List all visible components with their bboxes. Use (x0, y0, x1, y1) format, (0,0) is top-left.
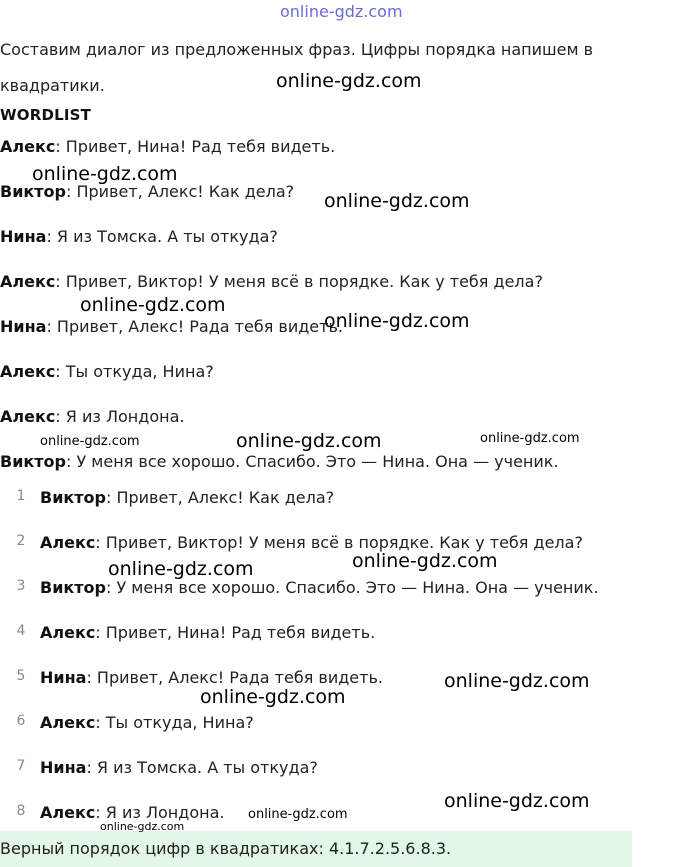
speaker-name: Виктор (0, 452, 66, 471)
phrase-text: : Привет, Виктор! У меня всё в порядке. Как у тебя дела? (55, 272, 543, 291)
order-number: 4 (16, 623, 26, 639)
speaker-name: Алекс (40, 713, 96, 732)
order-number: 1 (16, 488, 26, 504)
phrase-text: : Привет, Алекс! Как дела? (65, 182, 295, 201)
speaker-name: Виктор (40, 488, 106, 507)
phrase-text: : Привет, Виктор! У меня всё в порядке. Как у тебя дела? (95, 533, 583, 552)
wordlist-item (0, 317, 343, 336)
wordlist-item (0, 137, 335, 156)
wordlist-item (0, 272, 543, 291)
order-number: 3 (16, 578, 26, 594)
phrase-text: : Я из Лондона. (55, 407, 185, 426)
phrase-text: : Привет, Алекс! Рада тебя видеть. (86, 668, 383, 687)
watermark: online-gdz.com (444, 790, 590, 812)
watermark: online-gdz.com (108, 558, 254, 580)
watermark: online-gdz.com (32, 163, 178, 185)
speaker-name: Алекс (0, 272, 56, 291)
watermark: online-gdz.com (100, 820, 185, 833)
watermark-top: online-gdz.com (280, 2, 403, 21)
speaker-name: Алекс (40, 623, 96, 642)
watermark: online-gdz.com (444, 670, 590, 692)
watermark: online-gdz.com (324, 310, 470, 332)
wordlist-item (0, 362, 214, 381)
order-number: 8 (16, 803, 26, 819)
speaker-name: Нина (40, 668, 87, 687)
speaker-name: Нина (40, 758, 87, 777)
intro-line-1: Составим диалог из предложенных фраз. Цифры порядка напишем в (0, 40, 594, 59)
phrase-text: : Я из Томска. А ты откуда? (46, 227, 278, 246)
phrase-text: : Привет, Алекс! Рада тебя видеть. (46, 317, 343, 336)
watermark: online-gdz.com (324, 190, 470, 212)
order-number: 7 (16, 758, 26, 774)
answer-bar (0, 831, 632, 867)
speaker-name: Виктор (40, 578, 106, 597)
phrase-text: : Ты откуда, Нина? (55, 362, 214, 381)
watermark: online-gdz.com (200, 686, 346, 708)
order-number: 2 (16, 533, 26, 549)
wordlist-item (0, 452, 559, 471)
wordlist-title: WORDLIST (0, 106, 92, 124)
phrase-text: : Привет, Нина! Рад тебя видеть. (55, 137, 336, 156)
phrase-text: : Привет, Нина! Рад тебя видеть. (95, 623, 376, 642)
wordlist-item (0, 227, 278, 246)
speaker-name: Алекс (40, 533, 96, 552)
speaker-name: Алекс (0, 362, 56, 381)
answer-text: Верный порядок цифр в квадратиках: 4.1.7.2.5.6.8.3. (0, 839, 452, 858)
phrase-text: : Ты откуда, Нина? (95, 713, 254, 732)
speaker-name: Алекс (0, 137, 56, 156)
phrase-text: : У меня все хорошо. Спасибо. Это — Нина. Она — ученик. (65, 452, 559, 471)
phrase-text: : Я из Лондона. (95, 803, 225, 822)
intro-line-2: квадратики. (0, 76, 105, 95)
order-number: 6 (16, 713, 26, 729)
speaker-name: Алекс (0, 407, 56, 426)
order-number: 5 (16, 668, 26, 684)
watermark: online-gdz.com (80, 294, 226, 316)
wordlist-item (0, 407, 184, 426)
intro-paragraph (0, 32, 600, 104)
watermark: online-gdz.com (276, 70, 422, 92)
speaker-name: Виктор (0, 182, 66, 201)
watermark: online-gdz.com (480, 431, 580, 446)
phrase-text: : Я из Томска. А ты откуда? (86, 758, 318, 777)
speaker-name: Алекс (40, 803, 96, 822)
watermark: online-gdz.com (248, 807, 348, 822)
phrase-text: : Привет, Алекс! Как дела? (105, 488, 335, 507)
phrase-text: : У меня все хорошо. Спасибо. Это — Нина. Она — ученик. (105, 578, 599, 597)
speaker-name: Нина (0, 227, 47, 246)
speaker-name: Нина (0, 317, 47, 336)
watermark: online-gdz.com (352, 550, 498, 572)
watermark: online-gdz.com (236, 430, 382, 452)
watermark: online-gdz.com (40, 434, 140, 449)
